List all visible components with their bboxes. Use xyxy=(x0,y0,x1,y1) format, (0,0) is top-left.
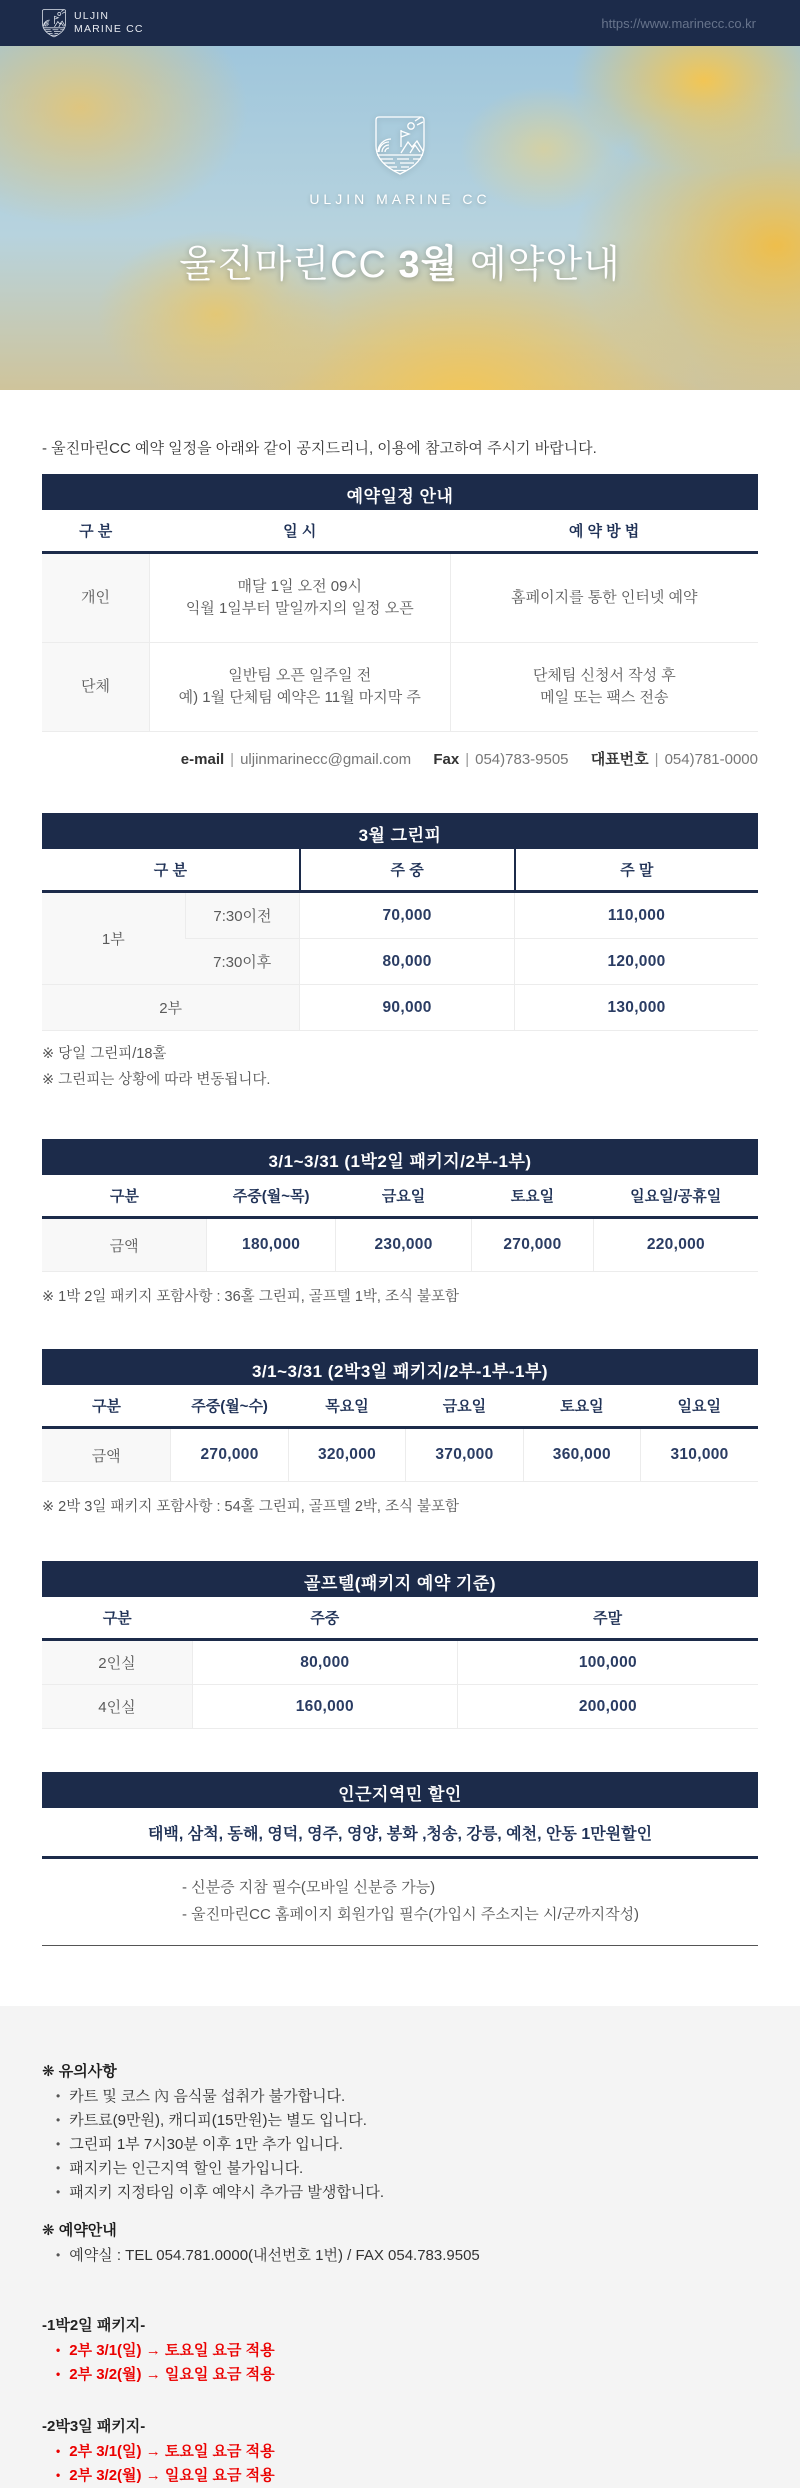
row-label: 1부 xyxy=(42,892,185,985)
col-header: 주 말 xyxy=(515,849,758,892)
fee-cell: 360,000 xyxy=(523,1428,640,1482)
row-label: 4인실 xyxy=(42,1685,192,1729)
site-url: https://www.marinecc.co.kr xyxy=(601,15,756,31)
table-row xyxy=(42,892,758,939)
local-discount-regions: 태백, 삼척, 동해, 영덕, 영주, 영양, 봉화 ,청송, 강릉, 예천, 안동 1만원할인 xyxy=(42,1808,758,1859)
col-header: 목요일 xyxy=(288,1385,405,1428)
schedule-time-cell xyxy=(149,553,450,643)
col-header: 금요일 xyxy=(336,1175,472,1218)
row-label: 금액 xyxy=(42,1428,171,1482)
col-header: 일요일/공휴일 xyxy=(593,1175,758,1218)
pkg1-item: • 2부 3/1(일) → 토요일 요금 적용 xyxy=(42,2339,758,2363)
fee-cell: 370,000 xyxy=(406,1428,523,1482)
page-title xyxy=(0,233,800,288)
package2-section xyxy=(42,1349,758,1519)
fee-cell: 230,000 xyxy=(336,1218,472,1272)
greenfee-section xyxy=(42,813,758,1093)
table-title-local-discount: 인근지역민 할인 xyxy=(42,1772,758,1808)
pkg2-list xyxy=(42,2440,758,2488)
col-header: 주말 xyxy=(457,1597,758,1640)
table-row xyxy=(42,553,758,643)
local-discount-section xyxy=(42,1772,758,1946)
notice-title: ❋ 유의사항 xyxy=(42,2063,117,2080)
fee-cell: 270,000 xyxy=(472,1218,594,1272)
footer-notes-section xyxy=(0,2006,800,2488)
fee-cell: 160,000 xyxy=(192,1685,457,1729)
fee-cell: 80,000 xyxy=(192,1640,457,1685)
table-row xyxy=(42,985,758,1031)
pkg2-item: • 2부 3/1(일) → 토요일 요금 적용 xyxy=(42,2440,758,2464)
reservation-schedule-section xyxy=(42,474,758,732)
package1-note: ※ 1박 2일 패키지 포함사항 : 36홀 그린피, 골프텔 1박, 조식 불포함 xyxy=(42,1289,460,1305)
brand-logo-icon xyxy=(42,9,66,38)
brand-line1: ULJIN xyxy=(74,9,110,22)
hero-logo-icon xyxy=(0,116,800,181)
fee-cell: 80,000 xyxy=(300,939,515,985)
col-header: 토요일 xyxy=(472,1175,594,1218)
fax-label: Fax xyxy=(433,751,460,768)
col-header: 구분 xyxy=(42,1597,192,1640)
reservation-schedule-table xyxy=(42,510,758,732)
time-label: 7:30이후 xyxy=(185,939,300,985)
local-discount-notes xyxy=(42,1859,758,1945)
fee-cell: 70,000 xyxy=(300,892,515,939)
col-header: 토요일 xyxy=(523,1385,640,1428)
schedule-time-line: 일반팀 오픈 일주일 전 xyxy=(228,667,372,684)
table-row xyxy=(42,1428,758,1482)
brand-name xyxy=(74,10,144,36)
fee-cell: 200,000 xyxy=(457,1685,758,1729)
hero-logo-caption: ULJIN MARINE CC xyxy=(309,191,491,207)
col-header: 일 시 xyxy=(149,510,450,553)
col-header: 구분 xyxy=(42,1385,171,1428)
note-line: ※ 당일 그린피/18홀 xyxy=(42,1046,167,1062)
col-header: 구 분 xyxy=(42,849,300,892)
golftel-section xyxy=(42,1561,758,1729)
pkg1-title: -1박2일 패키지- xyxy=(42,2317,146,2334)
schedule-method-cell xyxy=(450,643,758,732)
pkg2-title: -2박3일 패키지- xyxy=(42,2418,146,2435)
col-header: 주중(월~수) xyxy=(171,1385,288,1428)
schedule-time-cell xyxy=(149,643,450,732)
pkg2-item: • 2부 3/2(월) → 일요일 요금 적용 xyxy=(42,2464,758,2488)
col-header: 예 약 방 법 xyxy=(450,510,758,553)
table-title-schedule: 예약일정 안내 xyxy=(42,474,758,510)
table-row xyxy=(42,1685,758,1729)
notice-item: • 패지키는 인근지역 할인 불가입니다. xyxy=(42,2157,758,2181)
table-row xyxy=(42,643,758,732)
fax-value: 054)783-9505 xyxy=(475,751,569,768)
pkg1-list xyxy=(42,2339,758,2387)
notice-item: • 카트 및 코스 內 음식물 섭취가 불가합니다. xyxy=(42,2085,758,2109)
table-title-greenfee: 3월 그린피 xyxy=(42,813,758,849)
topbar xyxy=(0,0,800,46)
schedule-method-cell: 홈페이지를 통한 인터넷 예약 xyxy=(450,553,758,643)
golftel-table xyxy=(42,1597,758,1729)
note-line: ※ 그린피는 상황에 따라 변동됩니다. xyxy=(42,1072,271,1088)
row-label: 단체 xyxy=(42,643,149,732)
booking-item: • 예약실 : TEL 054.781.0000(내선번호 1번) / FAX 054.783.9505 xyxy=(42,2244,758,2268)
title-month: 3월 xyxy=(398,244,459,286)
title-prefix: 울진마린CC xyxy=(179,244,399,286)
booking-list xyxy=(42,2244,758,2268)
note-line: - 울진마린CC 홈페이지 회원가입 필수(가입시 주소지는 시/군까지작성) xyxy=(182,1906,640,1923)
table-title-package2: 3/1~3/31 (2박3일 패키지/2부-1부-1부) xyxy=(42,1349,758,1385)
row-label: 금액 xyxy=(42,1218,207,1272)
contact-line xyxy=(42,748,758,769)
pkg1-item: • 2부 3/2(월) → 일요일 요금 적용 xyxy=(42,2363,758,2387)
col-header: 구 분 xyxy=(42,510,149,553)
notice-item: • 카트료(9만원), 캐디피(15만원)는 별도 입니다. xyxy=(42,2109,758,2133)
schedule-time-line: 익월 1일부터 말일까지의 일정 오픈 xyxy=(185,600,414,617)
separator: | xyxy=(465,751,470,768)
fee-cell: 120,000 xyxy=(515,939,758,985)
col-header: 구분 xyxy=(42,1175,207,1218)
booking-title: ❋ 예약안내 xyxy=(42,2222,117,2239)
note-line: - 신분증 지참 필수(모바일 신분증 가능) xyxy=(182,1879,436,1896)
content xyxy=(0,390,800,1946)
tel-value: 054)781-0000 xyxy=(664,751,758,768)
fee-cell: 310,000 xyxy=(641,1428,758,1482)
package1-table xyxy=(42,1175,758,1272)
brand-line2: MARINE CC xyxy=(74,23,144,35)
separator: | xyxy=(654,751,659,768)
col-header: 금요일 xyxy=(406,1385,523,1428)
email-value: uljinmarinecc@gmail.com xyxy=(240,751,412,768)
fee-cell: 220,000 xyxy=(593,1218,758,1272)
intro-text: - 울진마린CC 예약 일정을 아래와 같이 공지드리니, 이용에 참고하여 주시기 바랍니다. xyxy=(42,440,597,457)
package2-table xyxy=(42,1385,758,1482)
col-header: 주중(월~목) xyxy=(207,1175,336,1218)
table-row xyxy=(42,1218,758,1272)
schedule-time-line: 매달 1일 오전 09시 xyxy=(237,578,362,595)
row-label: 개인 xyxy=(42,553,149,643)
tel-label: 대표번호 xyxy=(590,751,649,768)
notice-item: • 패지키 지정타임 이후 예약시 추가금 발생합니다. xyxy=(42,2181,758,2205)
col-header: 일요일 xyxy=(641,1385,758,1428)
table-title-golftel: 골프텔(패키지 예약 기준) xyxy=(42,1561,758,1597)
package1-section xyxy=(42,1139,758,1309)
title-suffix: 예약안내 xyxy=(458,244,621,286)
fee-cell: 320,000 xyxy=(288,1428,405,1482)
email-label: e-mail xyxy=(180,751,225,768)
col-header: 주 중 xyxy=(300,849,515,892)
fee-cell: 270,000 xyxy=(171,1428,288,1482)
hero-banner xyxy=(0,46,800,390)
schedule-method-line: 단체팀 신청서 작성 후 xyxy=(532,667,676,684)
fee-cell: 180,000 xyxy=(207,1218,336,1272)
row-label: 2인실 xyxy=(42,1640,192,1685)
greenfee-table xyxy=(42,849,758,1031)
brand xyxy=(42,9,144,38)
notice-list xyxy=(42,2085,758,2205)
schedule-method-line: 메일 또는 팩스 전송 xyxy=(540,689,669,706)
fee-cell: 110,000 xyxy=(515,892,758,939)
schedule-time-line: 예) 1월 단체팀 예약은 11월 마지막 주 xyxy=(178,689,421,706)
separator: | xyxy=(230,751,235,768)
row-label: 2부 xyxy=(42,985,300,1031)
fee-cell: 90,000 xyxy=(300,985,515,1031)
fee-cell: 130,000 xyxy=(515,985,758,1031)
time-label: 7:30이전 xyxy=(185,892,300,939)
table-row xyxy=(42,1640,758,1685)
table-title-package1: 3/1~3/31 (1박2일 패키지/2부-1부) xyxy=(42,1139,758,1175)
col-header: 주중 xyxy=(192,1597,457,1640)
package2-note: ※ 2박 3일 패키지 포함사항 : 54홀 그린피, 골프텔 2박, 조식 불포함 xyxy=(42,1499,460,1515)
greenfee-notes xyxy=(42,1041,758,1093)
fee-cell: 100,000 xyxy=(457,1640,758,1685)
notice-item: • 그린피 1부 7시30분 이후 1만 추가 입니다. xyxy=(42,2133,758,2157)
